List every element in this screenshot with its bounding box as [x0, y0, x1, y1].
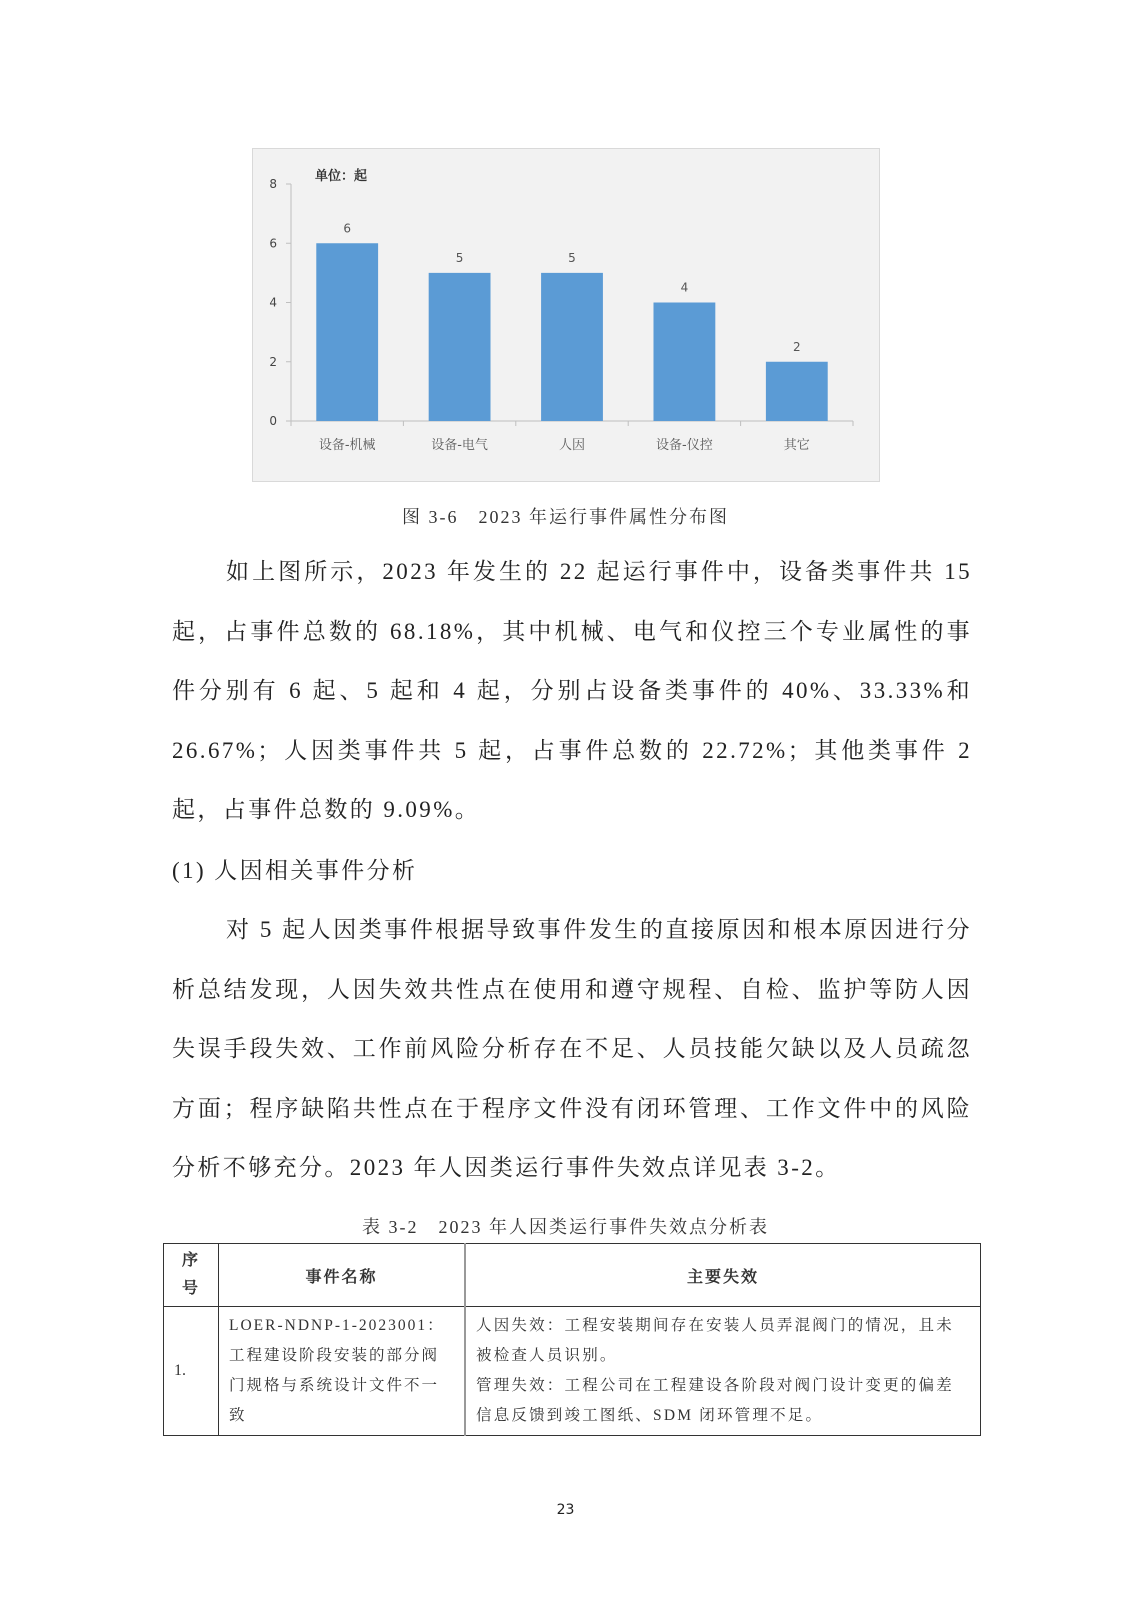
chart-canvas — [253, 149, 881, 483]
failure-management: 管理失效：工程公司在工程建设各阶段对阀门设计变更的偏差信息反馈到竣工图纸、SDM 闭环管理不足。 — [476, 1377, 954, 1424]
chart-unit-label: 单位：起 — [315, 169, 368, 184]
paragraph-summary: 如上图所示，2023 年发生的 22 起运行事件中，设备类事件共 15 起，占事件总数的 68.18%，其中机械、电气和仪控三个专业属性的事件分别有 6 起、5 起和 4 起，分别占设备类事件的 40%、33.33%和 26.67%；人因类事件共 5 起，占事件总数的 22.72%；其他类事件 2 起，占事件总数的 9.09%。 — [172, 559, 972, 822]
x-category-label: 其它 — [783, 438, 810, 453]
x-axis — [291, 421, 853, 453]
section-heading: (1) 人因相关事件分析 — [172, 858, 418, 883]
header-no — [164, 1244, 219, 1307]
y-tick-label: 6 — [269, 236, 277, 251]
failure-analysis-table — [163, 1243, 981, 1436]
data-label: 6 — [343, 221, 352, 236]
paragraph-human-factors: 对 5 起人因类事件根据导致事件发生的直接原因和根本原因进行分析总结发现，人因失效共性点在使用和遵守规程、自检、监护等防人因失误手段失效、工作前风险分析存在不足、人员技能欠缺以及人员疏忽方面；程序缺陷共性点在于程序文件没有闭环管理、工作文件中的风险分析不够充分。2023 年人因类运行事件失效点详见表 3-2。 — [172, 917, 972, 1180]
y-tick-label: 0 — [269, 414, 277, 428]
bar-chart — [252, 148, 880, 482]
header-main-failure: 主要失效 — [465, 1244, 981, 1307]
header-no-line1: 序 — [181, 1252, 200, 1269]
y-tick-label: 2 — [269, 354, 277, 369]
bar — [766, 362, 828, 421]
bar — [541, 273, 603, 421]
y-tick-label: 4 — [269, 295, 277, 310]
row-number: 1. — [164, 1307, 219, 1436]
data-label: 5 — [455, 250, 464, 265]
table-header-row — [164, 1244, 981, 1307]
row-main-failure — [465, 1307, 981, 1436]
table-row — [164, 1307, 981, 1436]
bar — [429, 273, 491, 421]
bars — [316, 221, 827, 421]
data-label: 2 — [792, 339, 801, 354]
x-category-label: 设备-机械 — [318, 438, 376, 453]
x-category-label: 设备-仪控 — [656, 438, 713, 453]
y-tick-label: 8 — [269, 177, 277, 191]
page-number: 23 — [556, 1502, 575, 1518]
bar — [653, 303, 715, 422]
x-category-label: 设备-电气 — [431, 438, 488, 453]
x-category-label: 人因 — [558, 438, 586, 453]
row-event-name: LOER-NDNP-1-2023001：工程建设阶段安装的部分阀门规格与系统设计文件不一致 — [219, 1307, 466, 1436]
table-caption: 表 3-2 2023 年人因类运行事件失效点分析表 — [362, 1217, 769, 1237]
y-axis — [269, 177, 291, 428]
header-event-name: 事件名称 — [219, 1244, 466, 1307]
data-label: 4 — [680, 280, 689, 295]
figure-caption: 图 3-6 2023 年运行事件属性分布图 — [402, 507, 729, 527]
header-no-line2: 号 — [181, 1280, 200, 1297]
bar — [316, 243, 378, 421]
data-label: 5 — [568, 250, 576, 265]
failure-human: 人因失效：工程安装期间存在安装人员弄混阀门的情况，且未被检查人员识别。 — [476, 1317, 954, 1364]
